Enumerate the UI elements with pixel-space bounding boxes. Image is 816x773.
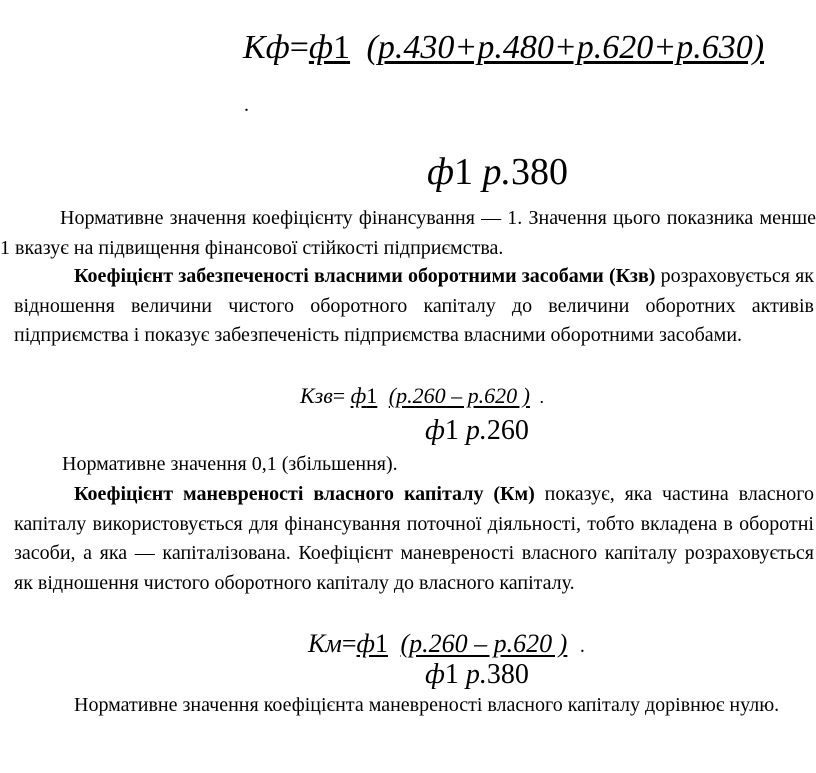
formula-kzv-dot: .	[539, 387, 544, 407]
kzv-term: Коефіцієнт забезпеченості власними оборотними засобами (Кзв)	[74, 265, 656, 287]
formula-km-eq: =	[341, 629, 357, 658]
kzv-description: розраховується як відношення величини чистого оборотного капіталу до величини оборотних активів підприємства і показує забезпеченість підприємства власними оборотними засобами.	[14, 265, 814, 346]
formula-kf-dot: .	[244, 94, 249, 116]
paragraph-km-definition	[14, 480, 814, 598]
formula-kf-numerator-line	[243, 28, 764, 68]
formula-km-numerator-line	[308, 628, 585, 662]
formula-km-dot: .	[579, 635, 585, 657]
formula-kzv-form: ф1	[350, 383, 378, 408]
formula-kzv-numerator: (р.260 – р.620 )	[388, 383, 530, 408]
formula-kf-denominator: ф1 р.380	[427, 151, 568, 193]
formula-kf-lhs: Кф	[243, 29, 290, 66]
formula-kf-eq: =	[289, 29, 309, 66]
km-term: Коефіцієнт маневреності власного капіталу (Км)	[74, 483, 535, 505]
formula-kzv-lhs: Кзв	[300, 383, 333, 408]
formula-kzv-eq: =	[332, 383, 346, 408]
formula-km-numerator: (р.260 – р.620 )	[400, 629, 568, 658]
formula-kf-numerator: (р.430+р.480+р.620+р.630)	[366, 29, 765, 66]
formula-km-denominator: ф1 р.380	[425, 659, 529, 690]
km-description: показує, яка частина власного капіталу використовується для фінансування поточної діяльності, тобто вкладена в оборотні засоби, а яка — капіталізована. Коефіцієнт маневреності власного капіталу розраховується як відношення чистого оборотного капіталу до власного капіталу.	[14, 483, 814, 594]
formula-kzv-denominator: ф1 р.260	[425, 415, 529, 446]
formula-kzv-numerator-line	[300, 382, 544, 411]
paragraph-kzv-definition	[14, 262, 814, 351]
formula-kf-form: ф1	[308, 29, 351, 66]
paragraph-kzv-norm: Нормативне значення 0,1 (збільшення).	[62, 453, 398, 475]
paragraph-km-norm: Нормативне значення коефіцієнта маневреності власного капіталу дорівнює нулю.	[74, 694, 780, 716]
formula-km-lhs: Км	[308, 629, 342, 658]
formula-km-form: ф1	[356, 629, 388, 658]
paragraph-financing-norm: Нормативне значення коефіцієнту фінансування — 1. Значення цього показника менше 1 вказує на підвищення фінансової стійкості підприємства.	[0, 207, 816, 259]
